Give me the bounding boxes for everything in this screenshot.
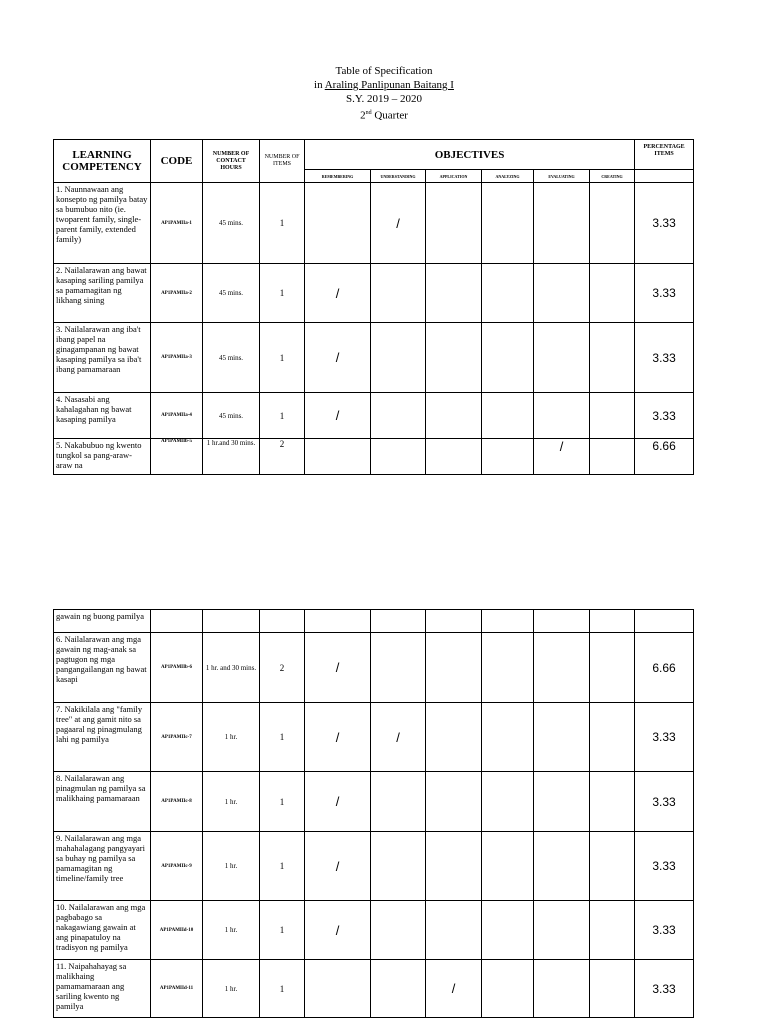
number-of-items-cell: 1: [260, 703, 305, 772]
competency-cell: gawain ng buong pamilya: [54, 610, 151, 633]
percentage-cell: 3.33: [635, 772, 694, 832]
understanding-cell: [371, 323, 426, 393]
percentage-cell: 3.33: [635, 393, 694, 439]
application-cell: /: [426, 960, 482, 1018]
analyzing-cell: [482, 960, 534, 1018]
remembering-cell: /: [305, 264, 371, 323]
table-row: [54, 323, 694, 393]
code-cell: AP1PAMIId-10: [151, 901, 203, 960]
number-of-items-cell: 1: [260, 901, 305, 960]
application-cell: [426, 264, 482, 323]
header-number-of-items: NUMBER OF ITEMS: [260, 140, 305, 183]
application-cell: [426, 901, 482, 960]
code-cell: AP1PAMIIc-7: [151, 703, 203, 772]
remembering-cell: /: [305, 323, 371, 393]
analyzing-cell: [482, 832, 534, 901]
contact-hours-cell: 1 hr.and 30 mins.: [203, 439, 260, 475]
header-objectives: OBJECTIVES: [305, 140, 635, 170]
percentage-cell: 3.33: [635, 901, 694, 960]
creating-cell: [590, 772, 635, 832]
contact-hours-cell: 45 mins.: [203, 264, 260, 323]
competency-cell: 9. Nailalarawan ang mga mahahalagang pangyayari sa buhay ng pamilya sa pamamagitan ng timeline/family tree: [54, 832, 151, 901]
school-year: S.Y. 2019 – 2020: [346, 93, 422, 105]
analyzing-cell: [482, 183, 534, 264]
number-of-items-cell: 1: [260, 323, 305, 393]
table-row: [54, 832, 694, 901]
table-row: [54, 703, 694, 772]
understanding-cell: [371, 264, 426, 323]
percentage-cell: 3.33: [635, 183, 694, 264]
creating-cell: [590, 610, 635, 633]
remembering-cell: /: [305, 703, 371, 772]
percentage-cell: 3.33: [635, 960, 694, 1018]
number-of-items-cell: 1: [260, 183, 305, 264]
number-of-items-cell: 1: [260, 832, 305, 901]
competency-cell: 5. Nakabubuo ng kwento tungkol sa pang-araw-araw na: [54, 439, 151, 475]
document-header: [0, 64, 768, 123]
table-row: [54, 264, 694, 323]
code-cell: AP1PAMIId-11: [151, 960, 203, 1018]
number-of-items-cell: 2: [260, 439, 305, 475]
analyzing-cell: [482, 393, 534, 439]
analyzing-cell: [482, 323, 534, 393]
contact-hours-cell: 1 hr.: [203, 703, 260, 772]
code-cell: AP1PAMIIa-3: [151, 323, 203, 393]
analyzing-cell: [482, 610, 534, 633]
competency-cell: 6. Nailalarawan ang mga gawain ng mag-anak sa pagtugon ng mga pangangailangan ng bawat kasapi: [54, 633, 151, 703]
percentage-cell: 3.33: [635, 832, 694, 901]
understanding-cell: [371, 393, 426, 439]
understanding-cell: [371, 832, 426, 901]
quarter: 2nd Quarter: [360, 109, 408, 122]
competency-cell: 11. Naipahahayag sa malikhaing pamamamaraan ang sariling kwento ng pamilya: [54, 960, 151, 1018]
creating-cell: [590, 264, 635, 323]
table-row: [54, 960, 694, 1018]
header-competency: LEARNING COMPETENCY: [54, 140, 151, 183]
creating-cell: [590, 960, 635, 1018]
evaluating-cell: [534, 960, 590, 1018]
competency-cell: 7. Nakikilala ang "family tree" at ang gamit nito sa pagaaral ng pinagmulang lahi ng pamilya: [54, 703, 151, 772]
analyzing-cell: [482, 439, 534, 475]
table-row: [54, 772, 694, 832]
header-analyzing: ANALYZING: [482, 170, 534, 183]
header-code: CODE: [151, 140, 203, 183]
competency-cell: 2. Nailalarawan ang bawat kasaping sariling pamilya sa pamamagitan ng likhang sining: [54, 264, 151, 323]
table-row: [54, 183, 694, 264]
remembering-cell: /: [305, 772, 371, 832]
contact-hours-cell: 1 hr.: [203, 772, 260, 832]
specification-table-page2: [53, 609, 694, 1018]
table-row: [54, 610, 694, 633]
table-row: [54, 901, 694, 960]
application-cell: [426, 393, 482, 439]
code-cell: AP1PAMIIc-9: [151, 832, 203, 901]
evaluating-cell: /: [534, 439, 590, 475]
subject-name: Araling Panlipunan Baitang I: [324, 79, 454, 91]
code-cell: AP1PAMIIb-6: [151, 633, 203, 703]
number-of-items-cell: 1: [260, 772, 305, 832]
code-cell: [151, 610, 203, 633]
number-of-items-cell: [260, 610, 305, 633]
competency-cell: 8. Nailalarawan ang pinagmulan ng pamilya sa malikhaing pamamaraan: [54, 772, 151, 832]
evaluating-cell: [534, 832, 590, 901]
evaluating-cell: [534, 610, 590, 633]
code-cell: AP1PAMIIb-5: [151, 439, 203, 475]
remembering-cell: /: [305, 832, 371, 901]
table2-body: [54, 610, 694, 1018]
number-of-items-cell: 1: [260, 960, 305, 1018]
creating-cell: [590, 323, 635, 393]
header-understanding: UNDERSTANDING: [371, 170, 426, 183]
creating-cell: [590, 393, 635, 439]
number-of-items-cell: 1: [260, 393, 305, 439]
contact-hours-cell: 1 hr.: [203, 960, 260, 1018]
application-cell: [426, 323, 482, 393]
application-cell: [426, 183, 482, 264]
creating-cell: [590, 901, 635, 960]
number-of-items-cell: 2: [260, 633, 305, 703]
creating-cell: [590, 633, 635, 703]
application-cell: [426, 633, 482, 703]
application-cell: [426, 610, 482, 633]
competency-cell: 4. Nasasabi ang kahalagahan ng bawat kasaping pamilya: [54, 393, 151, 439]
evaluating-cell: [534, 633, 590, 703]
evaluating-cell: [534, 772, 590, 832]
contact-hours-cell: 45 mins.: [203, 393, 260, 439]
header-percentage-blank: [635, 170, 694, 183]
analyzing-cell: [482, 264, 534, 323]
understanding-cell: [371, 633, 426, 703]
understanding-cell: [371, 772, 426, 832]
evaluating-cell: [534, 183, 590, 264]
evaluating-cell: [534, 264, 590, 323]
contact-hours-cell: 45 mins.: [203, 183, 260, 264]
evaluating-cell: [534, 901, 590, 960]
header-evaluating: EVALUATING: [534, 170, 590, 183]
table1-body: [54, 183, 694, 475]
understanding-cell: [371, 960, 426, 1018]
contact-hours-cell: 45 mins.: [203, 323, 260, 393]
remembering-cell: [305, 610, 371, 633]
table-row: [54, 393, 694, 439]
competency-cell: 1. Naunnawaan ang konsepto ng pamilya batay sa bumubuo nito (ie. twoparent family, single-parent family, extended family): [54, 183, 151, 264]
application-cell: [426, 703, 482, 772]
remembering-cell: /: [305, 633, 371, 703]
contact-hours-cell: 1 hr.: [203, 901, 260, 960]
percentage-cell: 3.33: [635, 323, 694, 393]
creating-cell: [590, 439, 635, 475]
percentage-cell: 3.33: [635, 264, 694, 323]
header-creating: CREATING: [590, 170, 635, 183]
understanding-cell: [371, 439, 426, 475]
contact-hours-cell: 1 hr.: [203, 832, 260, 901]
understanding-cell: /: [371, 183, 426, 264]
remembering-cell: [305, 439, 371, 475]
header-percentage: PERCENTAGE ITEMS: [635, 140, 694, 170]
doc-title: Table of Specification: [335, 65, 433, 77]
analyzing-cell: [482, 772, 534, 832]
creating-cell: [590, 832, 635, 901]
number-of-items-cell: 1: [260, 264, 305, 323]
remembering-cell: [305, 183, 371, 264]
creating-cell: [590, 703, 635, 772]
header-application: APPLICATION: [426, 170, 482, 183]
percentage-cell: 6.66: [635, 633, 694, 703]
understanding-cell: [371, 610, 426, 633]
remembering-cell: /: [305, 901, 371, 960]
evaluating-cell: [534, 393, 590, 439]
remembering-cell: /: [305, 393, 371, 439]
percentage-cell: [635, 610, 694, 633]
header-remembering: REMEMBERING: [305, 170, 371, 183]
remembering-cell: [305, 960, 371, 1018]
table-row: [54, 633, 694, 703]
code-cell: AP1PAMIIa-2: [151, 264, 203, 323]
understanding-cell: /: [371, 703, 426, 772]
evaluating-cell: [534, 323, 590, 393]
contact-hours-cell: [203, 610, 260, 633]
header-contact-hours: NUMBER OF CONTACT HOURS: [203, 140, 260, 183]
creating-cell: [590, 183, 635, 264]
analyzing-cell: [482, 633, 534, 703]
code-cell: AP1PAMIIa-1: [151, 183, 203, 264]
competency-cell: 10. Nailalarawan ang mga pagbabago sa nakagawiang gawain at ang pinapatuloy na tradisyon ng pamilya: [54, 901, 151, 960]
percentage-cell: 3.33: [635, 703, 694, 772]
application-cell: [426, 772, 482, 832]
competency-cell: 3. Nailalarawan ang iba't ibang papel na ginagampanan ng bawat kasaping pamilya sa iba't ibang pamamaraan: [54, 323, 151, 393]
analyzing-cell: [482, 703, 534, 772]
contact-hours-cell: 1 hr. and 30 mins.: [203, 633, 260, 703]
analyzing-cell: [482, 901, 534, 960]
evaluating-cell: [534, 703, 590, 772]
code-cell: AP1PAMIIa-4: [151, 393, 203, 439]
percentage-cell: 6.66: [635, 439, 694, 475]
specification-table-page1: [53, 139, 694, 475]
understanding-cell: [371, 901, 426, 960]
doc-subject: in Araling Panlipunan Baitang I: [314, 79, 454, 91]
table-row: [54, 439, 694, 475]
application-cell: [426, 832, 482, 901]
code-cell: AP1PAMIIc-8: [151, 772, 203, 832]
application-cell: [426, 439, 482, 475]
